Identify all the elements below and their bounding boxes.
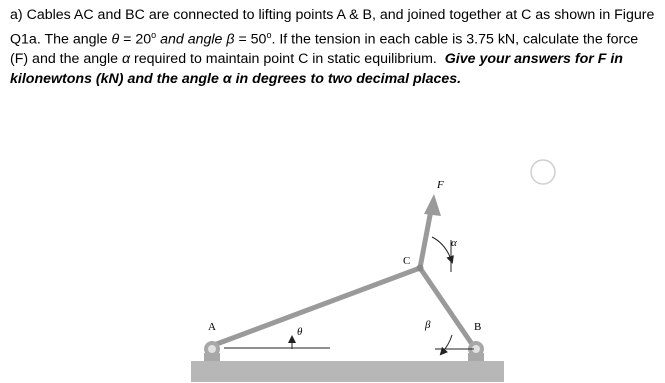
- alpha-symbol: α: [122, 50, 131, 67]
- and-angle-text: and angle: [156, 31, 227, 48]
- lifting-point-a: [204, 341, 220, 361]
- label-a: A: [208, 321, 216, 333]
- question-sentence-3: required to maintain point C in static equilibrium.: [130, 50, 437, 67]
- theta-symbol: θ: [111, 31, 120, 48]
- force-f-arrowhead: [424, 194, 441, 216]
- alpha-symbol-bold: α: [222, 70, 232, 87]
- label-c: C: [403, 255, 411, 267]
- degree-mark: o: [266, 29, 272, 40]
- lifting-point-b: [468, 341, 484, 361]
- question-sentence-1: Cables AC and BC are connected to lifting points A & B, and joined together at C as shown in Figure Q1a. The angle: [10, 7, 655, 48]
- force-f-line: [420, 210, 431, 268]
- instruction-bold-2: in degrees to two decimal places.: [231, 70, 462, 87]
- label-b: B: [474, 321, 482, 333]
- beta-value: = 50: [234, 31, 267, 48]
- beta-arc-arrow: [441, 335, 452, 354]
- cable-bc: [420, 268, 474, 347]
- beta-symbol: β: [226, 31, 235, 48]
- theta-value: = 20: [119, 31, 152, 48]
- label-alpha: α: [451, 237, 457, 249]
- label-theta: θ: [297, 326, 303, 338]
- label-f: F: [437, 179, 444, 191]
- instruction-bold-1: Give your answers for F in kilonewtons (kN) and the angle: [10, 50, 623, 87]
- degree-mark: o: [151, 29, 157, 40]
- label-beta: β: [425, 319, 431, 331]
- answer-radio-icon[interactable]: [531, 160, 555, 184]
- joint-c: [417, 265, 424, 272]
- alpha-arc-arrow: [432, 237, 452, 262]
- cable-ac: [214, 268, 420, 345]
- question-part: a): [10, 7, 23, 23]
- question-sentence-2: . If the tension in each cable is 3.75 kN, calculate the force (F) and the angle: [10, 31, 639, 67]
- ground: [191, 361, 504, 382]
